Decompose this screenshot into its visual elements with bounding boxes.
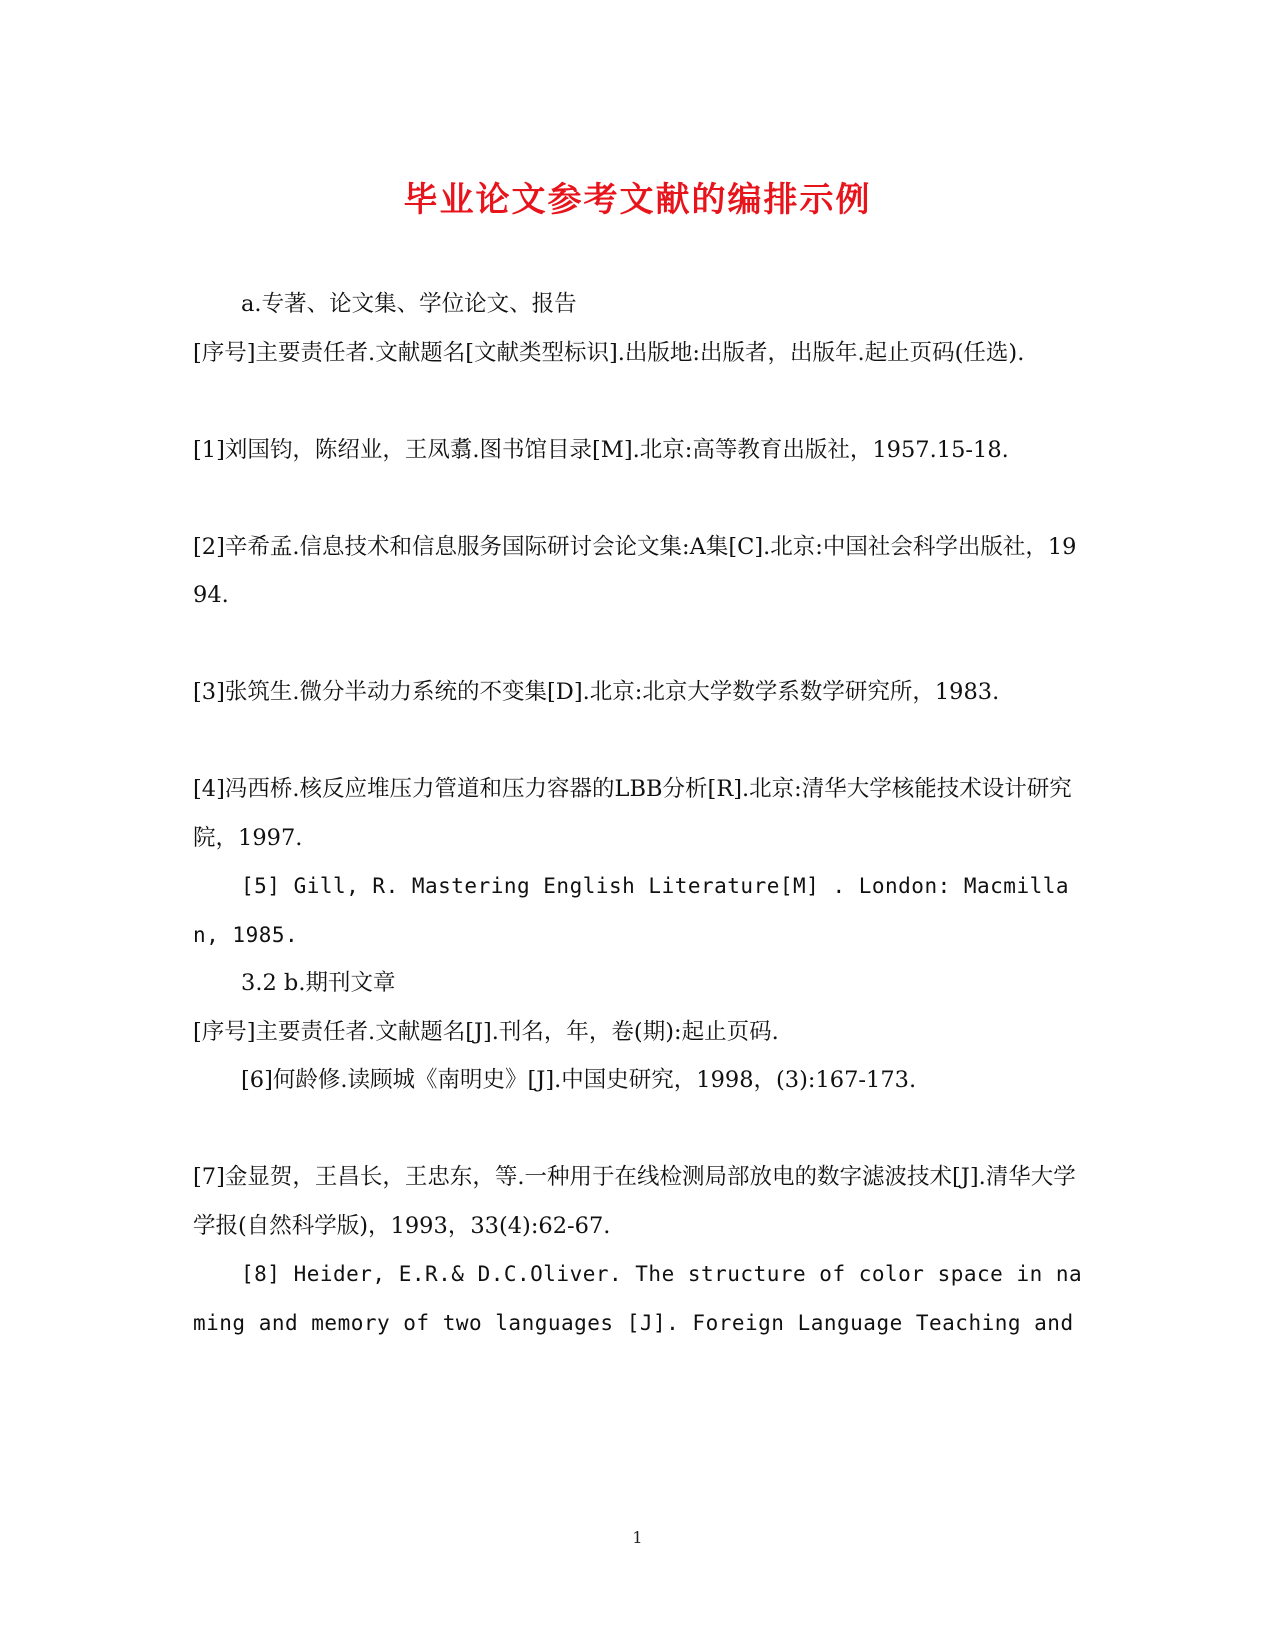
- spacer: [193, 1105, 1083, 1154]
- reference-5: [5] Gill, R. Mastering English Literature[M] . London: Macmillan, 1985.: [193, 874, 1070, 947]
- reference-4: [4]冯西桥.核反应堆压力管道和压力容器的LBB分析[R].北京:清华大学核能技术设计研究院，1997.: [193, 776, 1072, 851]
- page-number: 1: [632, 1528, 643, 1547]
- spacer: [193, 474, 1083, 523]
- document-body: [193, 280, 1083, 1347]
- reference-1: [1]刘国钧，陈绍业，王凤翥.图书馆目录[M].北京:高等教育出版社，1957.15-18.: [193, 436, 1009, 463]
- spacer: [193, 620, 1083, 669]
- spacer: [193, 377, 1083, 426]
- reference-2: [2]辛希孟.信息技术和信息服务国际研讨会论文集:A集[C].北京:中国社会科学出版社，1994.: [193, 533, 1077, 608]
- section-a-format: [序号]主要责任者.文献题名[文献类型标识].出版地:出版者，出版年.起止页码(任选).: [193, 339, 1025, 366]
- section-b-format: [序号]主要责任者.文献题名[J].刊名，年，卷(期):起止页码.: [193, 1018, 779, 1045]
- spacer: [193, 717, 1083, 766]
- reference-7: [7]金显贺，王昌长，王忠东，等.一种用于在线检测局部放电的数字滤波技术[J].清华大学学报(自然科学版)，1993，33(4):62-67.: [193, 1164, 1076, 1239]
- reference-8: [8] Heider, E.R.& D.C.Oliver. The structure of color space in naming and memory of two languages [J]. Foreign Language Teaching and: [193, 1262, 1083, 1335]
- reference-3: [3]张筑生.微分半动力系统的不变集[D].北京:北京大学数学系数学研究所，1983.: [193, 679, 1000, 705]
- page-title: 毕业论文参考文献的编排示例: [403, 180, 872, 220]
- reference-6: [6]何龄修.读顾城《南明史》[J].中国史研究，1998，(3):167-173.: [241, 1067, 917, 1093]
- section-a-heading: a.专著、论文集、学位论文、报告: [241, 291, 577, 317]
- section-b-heading: 3.2 b.期刊文章: [241, 970, 396, 996]
